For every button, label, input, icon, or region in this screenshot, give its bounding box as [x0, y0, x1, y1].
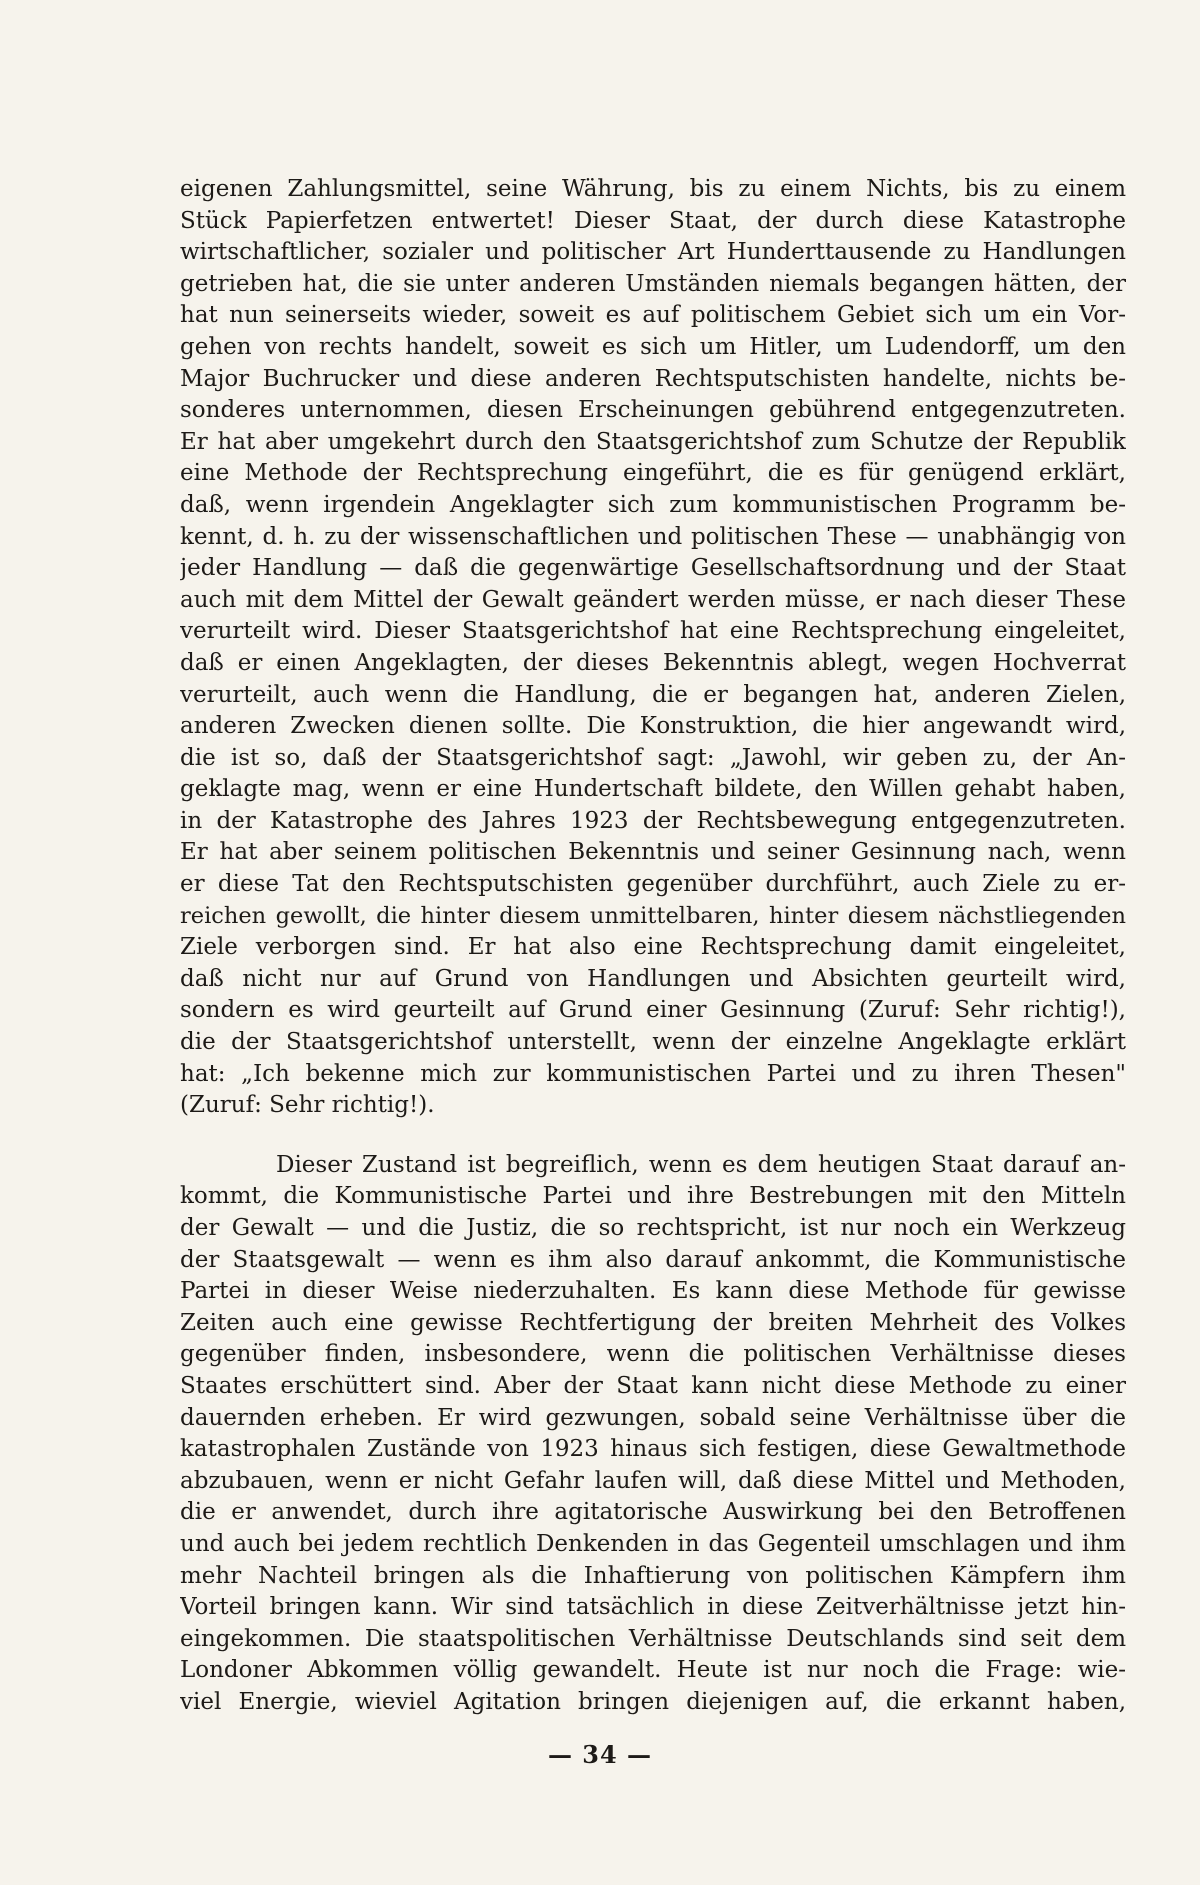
text-line: Dieser Zustand ist begreiflich, wenn es dem heutigen Staat darauf an- [276, 1151, 1126, 1178]
paragraph-1 [180, 174, 1126, 1122]
text-line: die der Staatsgerichtshof unterstellt, wenn der einzelne Angeklagte erklärt [180, 1029, 1126, 1056]
text-line: die ist so, daß der Staatsgerichtshof sagt: „Jawohl, wir geben zu, der An- [180, 744, 1126, 771]
text-line: daß er einen Angeklagten, der dieses Bekenntnis ablegt, wegen Hochverrat [180, 649, 1126, 676]
text-line: und auch bei jedem rechtlich Denkenden in das Gegenteil umschlagen und ihm [180, 1530, 1126, 1557]
paragraph-2 [180, 1150, 1126, 1719]
text-line: anderen Zwecken dienen sollte. Die Konstruktion, die hier angewandt wird, [180, 713, 1126, 740]
text-line: sondern es wird geurteilt auf Grund einer Gesinnung (Zuruf: Sehr richtig!), [180, 997, 1126, 1024]
text-line: Major Buchrucker und diese anderen Rechtsputschisten handelte, nichts be- [180, 365, 1126, 392]
text-line: Staates erschüttert sind. Aber der Staat kann nicht diese Methode zu einer [180, 1372, 1126, 1399]
text-line: der Gewalt — und die Justiz, die so rechtspricht, ist nur noch ein Werkzeug [180, 1215, 1126, 1241]
text-line: die er anwendet, durch ihre agitatorische Auswirkung bei den Betroffenen [180, 1499, 1126, 1526]
body-text [180, 174, 1126, 1719]
text-line: er diese Tat den Rechtsputschisten gegenüber durchführt, auch Ziele zu er- [180, 871, 1126, 898]
text-line: Ziele verborgen sind. Er hat also eine Rechtsprechung damit eingeleitet, [180, 934, 1126, 961]
text-line: geklagte mag, wenn er eine Hundertschaft bildete, den Willen gehabt haben, [180, 776, 1126, 803]
text-line: dauernden erheben. Er wird gezwungen, sobald seine Verhältnisse über die [180, 1404, 1126, 1431]
text-line: der Staatsgewalt — wenn es ihm also darauf ankommt, die Kommunistische [180, 1246, 1126, 1273]
text-line: gehen von rechts handelt, soweit es sich um Hitler, um Ludendorff, um den [180, 333, 1126, 360]
text-line: in der Katastrophe des Jahres 1923 der Rechtsbewegung entgegenzutreten. [180, 807, 1126, 834]
text-line: Stück Papierfetzen entwertet! Dieser Staat, der durch diese Katastrophe [180, 207, 1126, 234]
text-line: kommt, die Kommunistische Partei und ihre Bestrebungen mit den Mitteln [180, 1183, 1126, 1210]
text-line: Zeiten auch eine gewisse Rechtfertigung der breiten Mehrheit des Volkes [180, 1309, 1126, 1336]
page-number: — 34 — [547, 1740, 653, 1769]
text-line: Partei in dieser Weise niederzuhalten. Es kann diese Methode für gewisse [180, 1278, 1126, 1305]
text-line: jeder Handlung — daß die gegenwärtige Gesellschaftsordnung und der Staat [180, 555, 1126, 582]
text-line: Londoner Abkommen völlig gewandelt. Heute ist nur noch die Frage: wie- [180, 1657, 1126, 1684]
text-line: Er hat aber seinem politischen Bekenntnis und seiner Gesinnung nach, wenn [180, 839, 1126, 866]
text-line: gegenüber finden, insbesondere, wenn die politischen Verhältnisse dieses [180, 1341, 1126, 1368]
text-line: mehr Nachteil bringen als die Inhaftierung von politischen Kämpfern ihm [180, 1562, 1126, 1589]
text-line: Vorteil bringen kann. Wir sind tatsächlich in diese Zeitverhältnisse jetzt hin- [180, 1594, 1126, 1621]
text-line: eine Methode der Rechtsprechung eingeführt, die es für genügend erklärt, [180, 460, 1126, 487]
text-line: daß nicht nur auf Grund von Handlungen und Absichten geurteilt wird, [180, 965, 1126, 992]
text-line: eingekommen. Die staatspolitischen Verhältnisse Deutschlands sind seit dem [180, 1625, 1126, 1652]
text-line: hat: „Ich bekenne mich zur kommunistischen Partei und zu ihren Thesen" [180, 1060, 1126, 1087]
text-line: abzubauen, wenn er nicht Gefahr laufen will, daß diese Mittel und Methoden, [180, 1467, 1126, 1494]
text-line: daß, wenn irgendein Angeklagter sich zum kommunistischen Programm be- [180, 491, 1126, 518]
text-line: verurteilt, auch wenn die Handlung, die er begangen hat, anderen Zielen, [180, 681, 1126, 708]
text-line: verurteilt wird. Dieser Staatsgerichtshof hat eine Rechtsprechung eingeleitet, [180, 618, 1126, 645]
text-line: auch mit dem Mittel der Gewalt geändert werden müsse, er nach dieser These [180, 586, 1126, 613]
text-line: sonderes unternommen, diesen Erscheinungen gebührend entgegenzutreten. [180, 397, 1126, 424]
text-line: Er hat aber umgekehrt durch den Staatsgerichtshof zum Schutze der Republik [180, 428, 1126, 455]
text-line: reichen gewollt, die hinter diesem unmittelbaren, hinter diesem nächstliegenden [180, 902, 1126, 929]
text-line: eigenen Zahlungsmittel, seine Währung, bis zu einem Nichts, bis zu einem [180, 176, 1126, 202]
text-line: kennt, d. h. zu der wissenschaftlichen und politischen These — unabhängig von [180, 523, 1126, 550]
text-line: katastrophalen Zustände von 1923 hinaus sich festigen, diese Gewaltmethode [180, 1436, 1126, 1463]
text-line: hat nun seinerseits wieder, soweit es auf politischem Gebiet sich um ein Vor- [180, 302, 1126, 329]
text-line: wirtschaftlicher, sozialer und politischer Art Hunderttausende zu Handlungen [180, 239, 1126, 266]
text-line: viel Energie, wieviel Agitation bringen diejenigen auf, die erkannt haben, [180, 1688, 1126, 1715]
text-line: getrieben hat, die sie unter anderen Umständen niemals begangen hätten, der [180, 270, 1126, 297]
text-line: (Zuruf: Sehr richtig!). [180, 1092, 435, 1119]
